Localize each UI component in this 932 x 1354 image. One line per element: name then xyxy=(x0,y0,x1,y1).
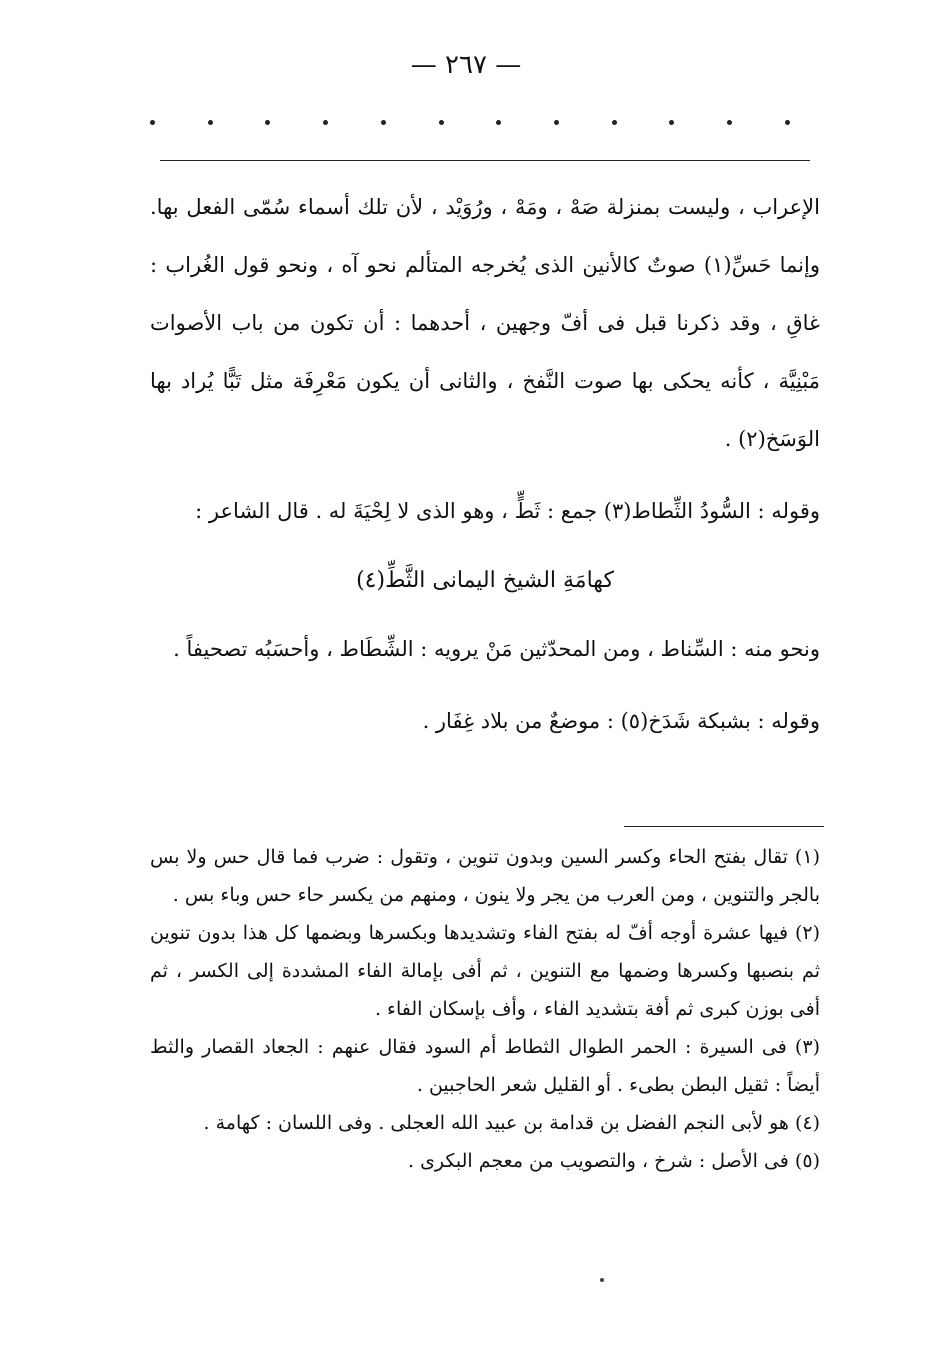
dot xyxy=(208,120,213,125)
dot xyxy=(785,120,790,125)
dot xyxy=(323,120,328,125)
ornament-dots xyxy=(150,120,790,125)
bottom-mark xyxy=(600,1278,604,1282)
footnote: (٤) هو لأبى النجم الفضل بن قدامة بن عبيد الله العجلى . وفى اللسان : كهامة . xyxy=(203,1112,820,1134)
header-rule xyxy=(160,160,810,161)
verse-line: كهامَةِ الشيخ اليمانى الثَّطِّ(٤) xyxy=(356,568,614,593)
footnote: (٢) فيها عشرة أوجه أفّ له بفتح الفاء وتشديدها وبكسرها وبضمها كل هذا بدون تنوين ثم بنصبها وكسرها وضمها مع التنوين ، ثم أفى بإمالة الفاء المشددة إلى الكسر ، ثم أفى بوزن كبرى ثم أفة بتشديد الفاء ، وأف بإسكان الفاء . xyxy=(150,922,820,1020)
dot xyxy=(439,120,444,125)
footnote: (١) تقال بفتح الحاء وكسر السين وبدون تنوين ، وتقول : ضرب فما قال حس ولا بس بالجر والتنوين ، ومن العرب من يجر ولا ينون ، ومنهم من يكسر حاء حس وباء بس . xyxy=(150,846,820,906)
dot xyxy=(381,120,386,125)
paragraph: الإعراب ، وليست بمنزلة صَهْ ، ومَهْ ، ورُوَيْد ، لأن تلك أسماء سُمّى الفعل بها. وإنما حَسِّ(١) صوتٌ كالأنين الذى يُخرجه المتألم نحو آه ، ونحو قول الغُراب : غاقِ ، وقد ذكرنا قبل فى أفّ وجهين ، أحدهما : أن تكون من باب الأصوات مَبْنِيَّة ، كأنه يحكى بها صوت النَّفخ ، والثانى أن يكون مَعْرِفَة مثل تَبًّا يُراد بها الوَسَخ(٢) . xyxy=(150,195,821,451)
main-text xyxy=(150,178,820,750)
page-number: — ٢٦٧ — xyxy=(410,50,522,80)
dot xyxy=(554,120,559,125)
footnotes xyxy=(150,838,820,1180)
dot xyxy=(669,120,674,125)
paragraph: وقوله : بشبكة شَدَخ(٥) : موضعٌ من بلاد غِفَار . xyxy=(422,709,820,733)
footnote-rule xyxy=(624,826,824,827)
footnote: (٣) فى السيرة : الحمر الطوال الثطاط أم السود فقال عنهم : الجعاد القصار والثط أيضاً : ثقيل البطن بطىء . أو القليل شعر الحاجبين . xyxy=(150,1036,820,1096)
paragraph: وقوله : السُّودُ الثِّطاط(٣) جمع : ثَطٍّ ، وهو الذى لا لِحْيَةَ له . قال الشاعر : xyxy=(195,499,820,523)
paragraph: ونحو منه : السِّناط ، ومن المحدّثين مَنْ يرويه : الشِّطَاط ، وأحسَبُه تصحيفاً . xyxy=(173,637,820,661)
dot xyxy=(612,120,617,125)
dot xyxy=(265,120,270,125)
dot xyxy=(496,120,501,125)
footnote: (٥) فى الأصل : شرخ ، والتصويب من معجم البكرى . xyxy=(407,1150,820,1172)
dot xyxy=(150,120,155,125)
dot xyxy=(727,120,732,125)
